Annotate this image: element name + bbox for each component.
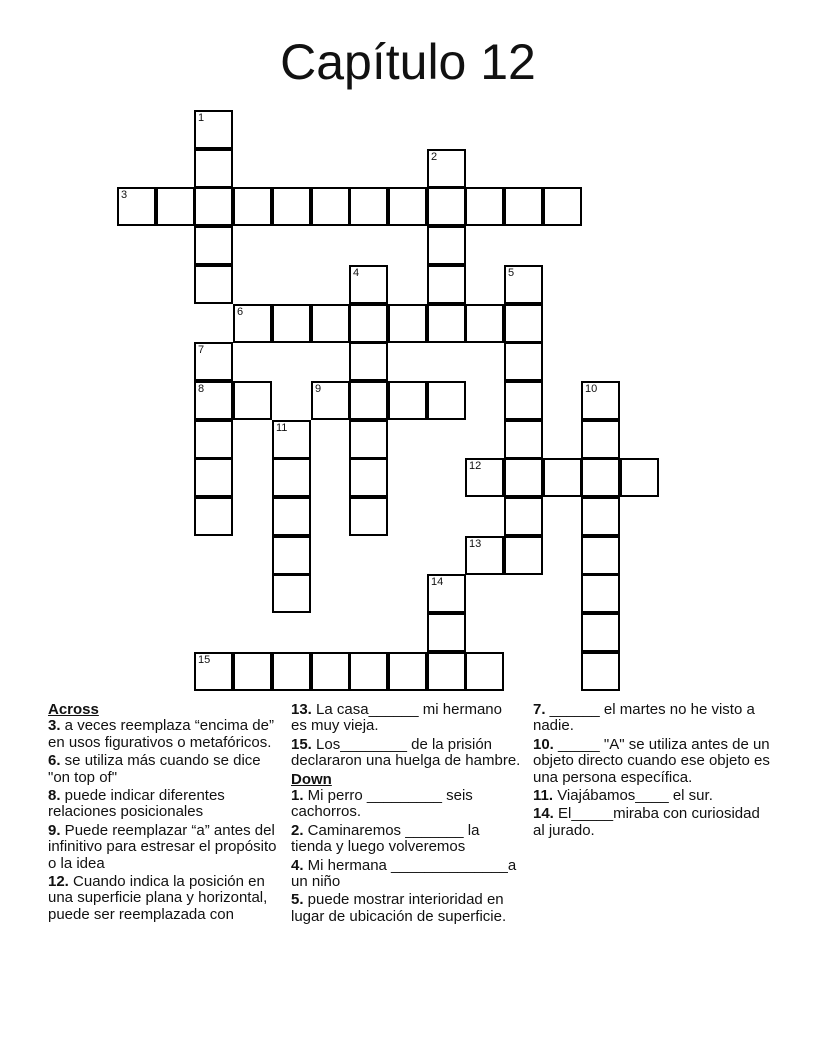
clue-text: Puede reemplazar “a” antes del infinitivo para estresar el propósito o la idea bbox=[48, 821, 277, 872]
clue-text: puede mostrar interioridad en lugar de ubicación de superficie. bbox=[291, 891, 507, 925]
cell-number: 3 bbox=[121, 189, 128, 201]
across-heading: Across bbox=[48, 701, 99, 718]
clue-down-7 bbox=[533, 702, 773, 735]
cell-number: 8 bbox=[198, 383, 205, 395]
cell-number: 14 bbox=[431, 576, 444, 588]
cell-number: 9 bbox=[315, 383, 322, 395]
cell-number: 1 bbox=[198, 112, 205, 124]
clue-across-12 bbox=[48, 874, 284, 923]
clue-down-4 bbox=[291, 858, 521, 891]
clue-down-1 bbox=[291, 788, 521, 821]
clue-down-11 bbox=[533, 788, 773, 804]
cell-number: 11 bbox=[276, 422, 288, 434]
clue-text: La casa______ mi hermano es muy vieja. bbox=[291, 701, 502, 735]
clue-text: Mi perro _________ seis cachorros. bbox=[291, 787, 473, 821]
clues-column-2 bbox=[291, 702, 521, 927]
cell-number: 10 bbox=[585, 383, 598, 395]
clue-across-9 bbox=[48, 823, 284, 872]
clue-number: 15. bbox=[291, 735, 312, 753]
clue-across-15 bbox=[291, 737, 521, 770]
clue-text: _____ "A" se utiliza antes de un objeto directo cuando ese objeto es una persona específica. bbox=[533, 735, 770, 786]
clue-number: 7. bbox=[533, 701, 546, 718]
clue-number: 4. bbox=[291, 856, 304, 874]
clue-number: 6. bbox=[48, 752, 61, 770]
clue-text: Mi hermana ______________a un niño bbox=[291, 856, 517, 891]
clue-down-5 bbox=[291, 892, 521, 925]
clue-down-14 bbox=[533, 806, 773, 839]
clue-across-3 bbox=[48, 718, 284, 751]
clue-text: Cuando indica la posición en una superficie plana y horizontal, puede ser reemplazada con bbox=[48, 873, 268, 923]
clue-number: 13. bbox=[291, 701, 312, 718]
cell-number: 2 bbox=[431, 151, 438, 163]
page-title: Capítulo 12 bbox=[280, 34, 536, 90]
cell-number: 7 bbox=[198, 344, 205, 356]
clue-text: puede indicar diferentes relaciones posicionales bbox=[48, 787, 225, 821]
cell-number: 4 bbox=[353, 267, 360, 279]
cell-number: 13 bbox=[469, 538, 482, 550]
clue-number: 14. bbox=[533, 805, 554, 823]
clue-across-13 bbox=[291, 702, 521, 735]
clue-text: El_____miraba con curiosidad al jurado. bbox=[533, 805, 760, 839]
cell-number: 5 bbox=[508, 267, 515, 279]
clue-text: Los________ de la prisión declararon una huelga de hambre. bbox=[291, 735, 521, 770]
cell-number: 12 bbox=[469, 460, 482, 472]
clues-column-1 bbox=[48, 702, 284, 925]
clue-number: 12. bbox=[48, 873, 69, 891]
clue-text: Viajábamos____ el sur. bbox=[553, 787, 713, 805]
clue-number: 3. bbox=[48, 717, 61, 735]
clue-number: 1. bbox=[291, 787, 304, 805]
cell-number: 15 bbox=[198, 654, 211, 666]
cell-number: 6 bbox=[237, 306, 244, 318]
clue-number: 2. bbox=[291, 821, 304, 839]
clue-across-8 bbox=[48, 788, 284, 821]
clue-text: a veces reemplaza “encima de” en usos figurativos o metafóricos. bbox=[48, 717, 274, 751]
clue-text: se utiliza más cuando se dice "on top of" bbox=[48, 752, 261, 786]
clue-number: 5. bbox=[291, 891, 304, 909]
clue-down-2 bbox=[291, 823, 521, 856]
clue-text: ______ el martes no he visto a nadie. bbox=[533, 701, 755, 735]
clue-number: 9. bbox=[48, 821, 61, 839]
clue-number: 8. bbox=[48, 787, 61, 805]
down-heading: Down bbox=[291, 770, 332, 788]
clue-text: Caminaremos _______ la tienda y luego volveremos bbox=[291, 821, 480, 856]
clues-column-3 bbox=[533, 702, 773, 841]
clue-across-6 bbox=[48, 753, 284, 786]
clue-number: 10. bbox=[533, 735, 554, 753]
clue-down-10 bbox=[533, 737, 773, 786]
clue-number: 11. bbox=[533, 787, 554, 805]
